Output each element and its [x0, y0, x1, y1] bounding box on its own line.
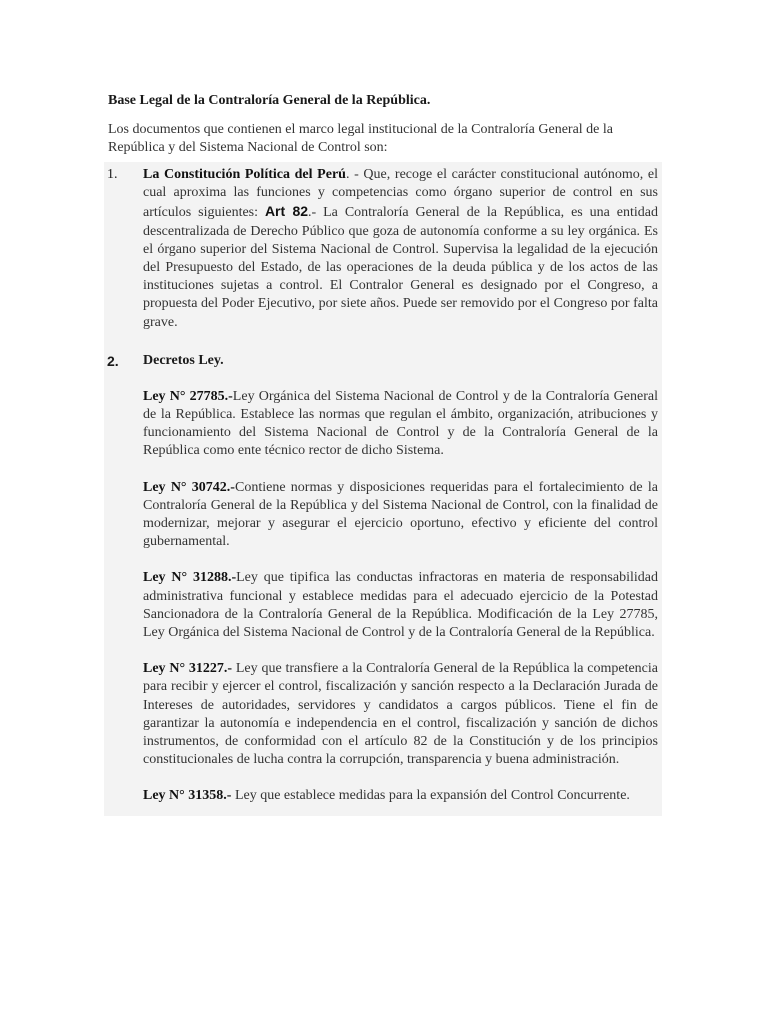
law-paragraph-30742	[143, 479, 662, 552]
law-text: Ley que tipifica las conductas infractoras en materia de responsabilidad administrativa funcional y establece medidas para el adecuado ejercicio de la Potestad Sancionadora de la Contraloría General de la República. Modificación de la Ley 27785, Ley Orgánica del Sistema Nacional de Control y de la Contraloría General de la República.	[143, 570, 658, 641]
law-text: Ley que establece medidas para la expansión del Control Concurrente.	[231, 788, 630, 804]
section-heading: Decretos Ley.	[143, 352, 224, 368]
list-item-decrees	[104, 352, 662, 806]
numbered-list	[104, 162, 662, 816]
law-label: Ley N° 30742.-	[143, 479, 235, 495]
list-item-constitution	[104, 166, 662, 332]
article-text: .- La Contraloría General de la República, es una entidad descentralizada de Derecho Público que goza de autonomía conforme a su ley orgánica. Es el órgano superior del Sistema Nacional de Control. Supervisa la legalidad de la ejecución del Presupuesto del Estado, de las operaciones de la deuda pública y de los actos de las instituciones sujetas a control. El Contralor General es designado por el Congreso, a propuesta del Poder Ejecutivo, por siete años. Puede ser removido por el Congreso por falta grave.	[143, 205, 658, 330]
law-text: Ley Orgánica del Sistema Nacional de Control y de la Contraloría General de la República. Establece las normas que regulan el ámbito, organización, atribuciones y funcionamiento del Sistema Nacional de Control y de la Contraloría General de la República como ente técnico rector de dicho Sistema.	[143, 388, 658, 459]
article-label: Art 82	[264, 203, 309, 220]
intro-paragraph: Los documentos que contienen el marco legal institucional de la Contraloría General de la República y del Sistema Nacional de Control son:	[108, 122, 613, 155]
law-text: Ley que transfiere a la Contraloría General de la República la competencia para recibir y ejercer el control, fiscalización y sanción respecto a la Declaración Jurada de Intereses de autoridades, servidores y candidatos a cargos públicos. Tiene el fin de garantizar la autonomía e independencia en el control, fiscalización y sanción de dichos instrumentos, de conformidad con el artículo 82 de la Constitución y de los principios constitucionales de lucha contra la corrupción, transparencia y buena administración.	[143, 661, 658, 768]
law-paragraph-31358	[143, 787, 662, 805]
list-number: 2.	[107, 352, 119, 369]
law-label: Ley N° 31227.-	[143, 661, 233, 677]
law-label: Ley N° 31358.-	[143, 788, 232, 804]
law-label: Ley N° 31288.-	[143, 570, 237, 586]
law-label: Ley N° 27785.-	[143, 388, 233, 404]
list-number: 1.	[107, 167, 118, 182]
law-paragraph-31227	[143, 660, 662, 769]
constitution-text: . - Que, recoge el carácter constitucional autónomo, el cual aproxima las funciones y competencias como órgano superior de control en sus artículos siguientes:	[143, 167, 659, 221]
constitution-title: La Constitución Política del Perú	[143, 167, 346, 182]
constitution-paragraph	[143, 166, 662, 332]
law-paragraph-27785	[143, 388, 662, 461]
law-paragraph-31288	[143, 569, 662, 642]
page-title: Base Legal de la Contraloría General de la República.	[108, 93, 431, 108]
law-text: Contiene normas y disposiciones requeridas para el fortalecimiento de la Contraloría General de la República y del Sistema Nacional de Control, con la finalidad de modernizar, mejorar y asegurar el ejercicio oportuno, efectivo y eficiente del control gubernamental.	[143, 479, 658, 550]
